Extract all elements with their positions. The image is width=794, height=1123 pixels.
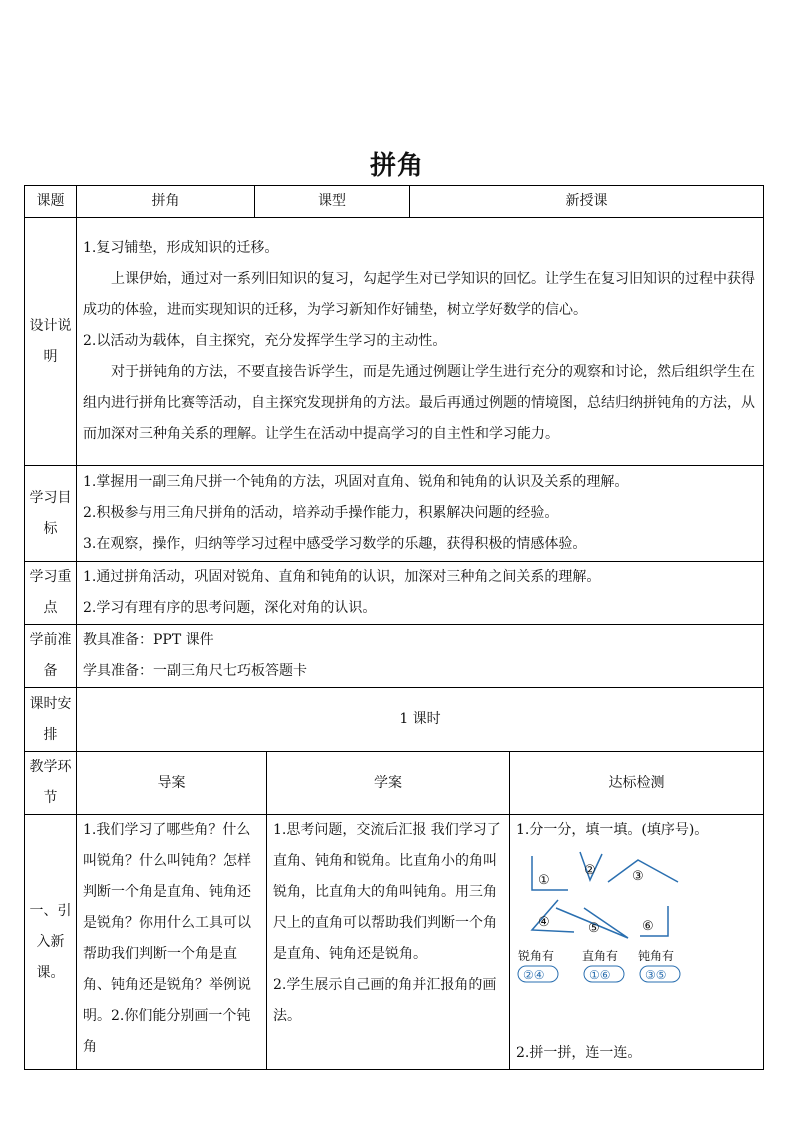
header-row xyxy=(25,186,764,218)
stage1-label: 一、引入新课。 xyxy=(25,815,77,1070)
acute-category: 锐角有 xyxy=(518,949,555,963)
angle-2-num: ② xyxy=(584,863,596,878)
obtuse-answer: ③⑤ xyxy=(645,968,667,982)
study-item: 1.思考问题，交流后汇报 我们学习了直角、钝角和锐角。比直角小的角叫锐角，比直角大的角叫钝角。用三角尺上的直角可以帮助我们判断一个角是直角、钝角还是锐角。 xyxy=(273,822,501,962)
right-category: 直角有 xyxy=(582,949,619,963)
topic-label: 课题 xyxy=(25,186,77,218)
keypoint-item: 2.学习有理有序的思考问题，深化对角的认识。 xyxy=(83,600,377,616)
keypoints-row xyxy=(25,562,764,625)
keypoints-label: 学习重点 xyxy=(25,562,77,625)
design-p3: 2.以活动为载体，自主探究，充分发挥学生学习的主动性。 xyxy=(83,333,447,349)
schedule-value: 1 课时 xyxy=(77,688,764,752)
goal-item: 1.掌握用一副三角尺拼一个钝角的方法，巩固对直角、锐角和钝角的认识及关系的理解。 xyxy=(83,474,629,490)
process-label: 教学环节 xyxy=(25,752,77,815)
keypoint-item: 1.通过拼角活动，巩固对锐角、直角和钝角的认识，加深对三种角之间关系的理解。 xyxy=(83,569,601,585)
design-content xyxy=(77,218,764,466)
angle-5-num: ⑤ xyxy=(588,921,600,936)
angle-6-num: ⑥ xyxy=(642,919,654,934)
topic-value: 拼角 xyxy=(77,186,255,218)
type-label: 课型 xyxy=(255,186,410,218)
stage1-check xyxy=(510,815,764,1070)
schedule-label: 课时安排 xyxy=(25,688,77,752)
prep-row xyxy=(25,625,764,688)
angle-figure xyxy=(516,848,757,998)
process-header-row xyxy=(25,752,764,815)
stage1-study xyxy=(267,815,510,1070)
goal-item: 2.积极参与用三角尺拼角的活动，培养动手操作能力，积累解决问题的经验。 xyxy=(83,505,559,521)
goals-row xyxy=(25,466,764,562)
check-col-header: 达标检测 xyxy=(510,752,764,815)
keypoints-content xyxy=(77,562,764,625)
guide-col-header: 导案 xyxy=(77,752,267,815)
check-item-1: 1.分一分，填一填。(填序号)。 xyxy=(516,822,709,838)
angle-3-num: ③ xyxy=(632,869,644,884)
prep-label: 学前准备 xyxy=(25,625,77,688)
obtuse-category: 钝角有 xyxy=(638,949,675,963)
angles-drawing xyxy=(516,848,696,998)
angle-1-num: ① xyxy=(538,873,550,888)
design-p1: 1.复习铺垫，形成知识的迁移。 xyxy=(83,240,279,256)
type-value: 新授课 xyxy=(410,186,764,218)
schedule-row xyxy=(25,688,764,752)
study-col-header: 学案 xyxy=(267,752,510,815)
goal-item: 3.在观察，操作，归纳等学习过程中感受学习数学的乐趣，获得积极的情感体验。 xyxy=(83,536,587,552)
design-row xyxy=(25,218,764,466)
angle-4-num: ④ xyxy=(538,915,550,930)
goals-content xyxy=(77,466,764,562)
prep-item: 学具准备：一副三角尺七巧板答题卡 xyxy=(83,663,307,679)
stage1-guide: 1.我们学习了哪些角？什么叫锐角？什么叫钝角？怎样判断一个角是直角、钝角还是锐角？你用什么工具可以帮助我们判断一个角是直角、钝角还是锐角？举例说明。2.你们能分别画一个钝角 xyxy=(77,815,267,1070)
page-title: 拼角 xyxy=(369,151,424,181)
study-item: 2.学生展示自己画的角并汇报角的画法。 xyxy=(273,977,497,1024)
prep-item: 教具准备：PPT 课件 xyxy=(83,632,214,648)
goals-label: 学习目标 xyxy=(25,466,77,562)
acute-answer: ②④ xyxy=(523,968,545,982)
check-item-2: 2.拼一拼，连一连。 xyxy=(516,1045,642,1061)
prep-content xyxy=(77,625,764,688)
right-answer: ①⑥ xyxy=(589,968,611,982)
design-p2: 上课伊始，通过对一系列旧知识的复习，勾起学生对已学知识的回忆。让学生在复习旧知识的过程中获得成功的体验，进而实现知识的迁移，为学习新知作好铺垫，树立学好数学的信心。 xyxy=(83,271,755,318)
design-p4: 对于拼钝角的方法，不要直接告诉学生，而是先通过例题让学生进行充分的观察和讨论，然后组织学生在组内进行拼角比赛等活动，自主探究发现拼角的方法。最后再通过例题的情境图，总结归纳拼钝角的方法，从而加深对三种角关系的理解。让学生在活动中提高学习的自主性和学习能力。 xyxy=(83,364,755,442)
stage1-row xyxy=(25,815,764,1070)
lesson-plan-table xyxy=(24,185,764,1070)
design-label: 设计说明 xyxy=(25,218,77,466)
